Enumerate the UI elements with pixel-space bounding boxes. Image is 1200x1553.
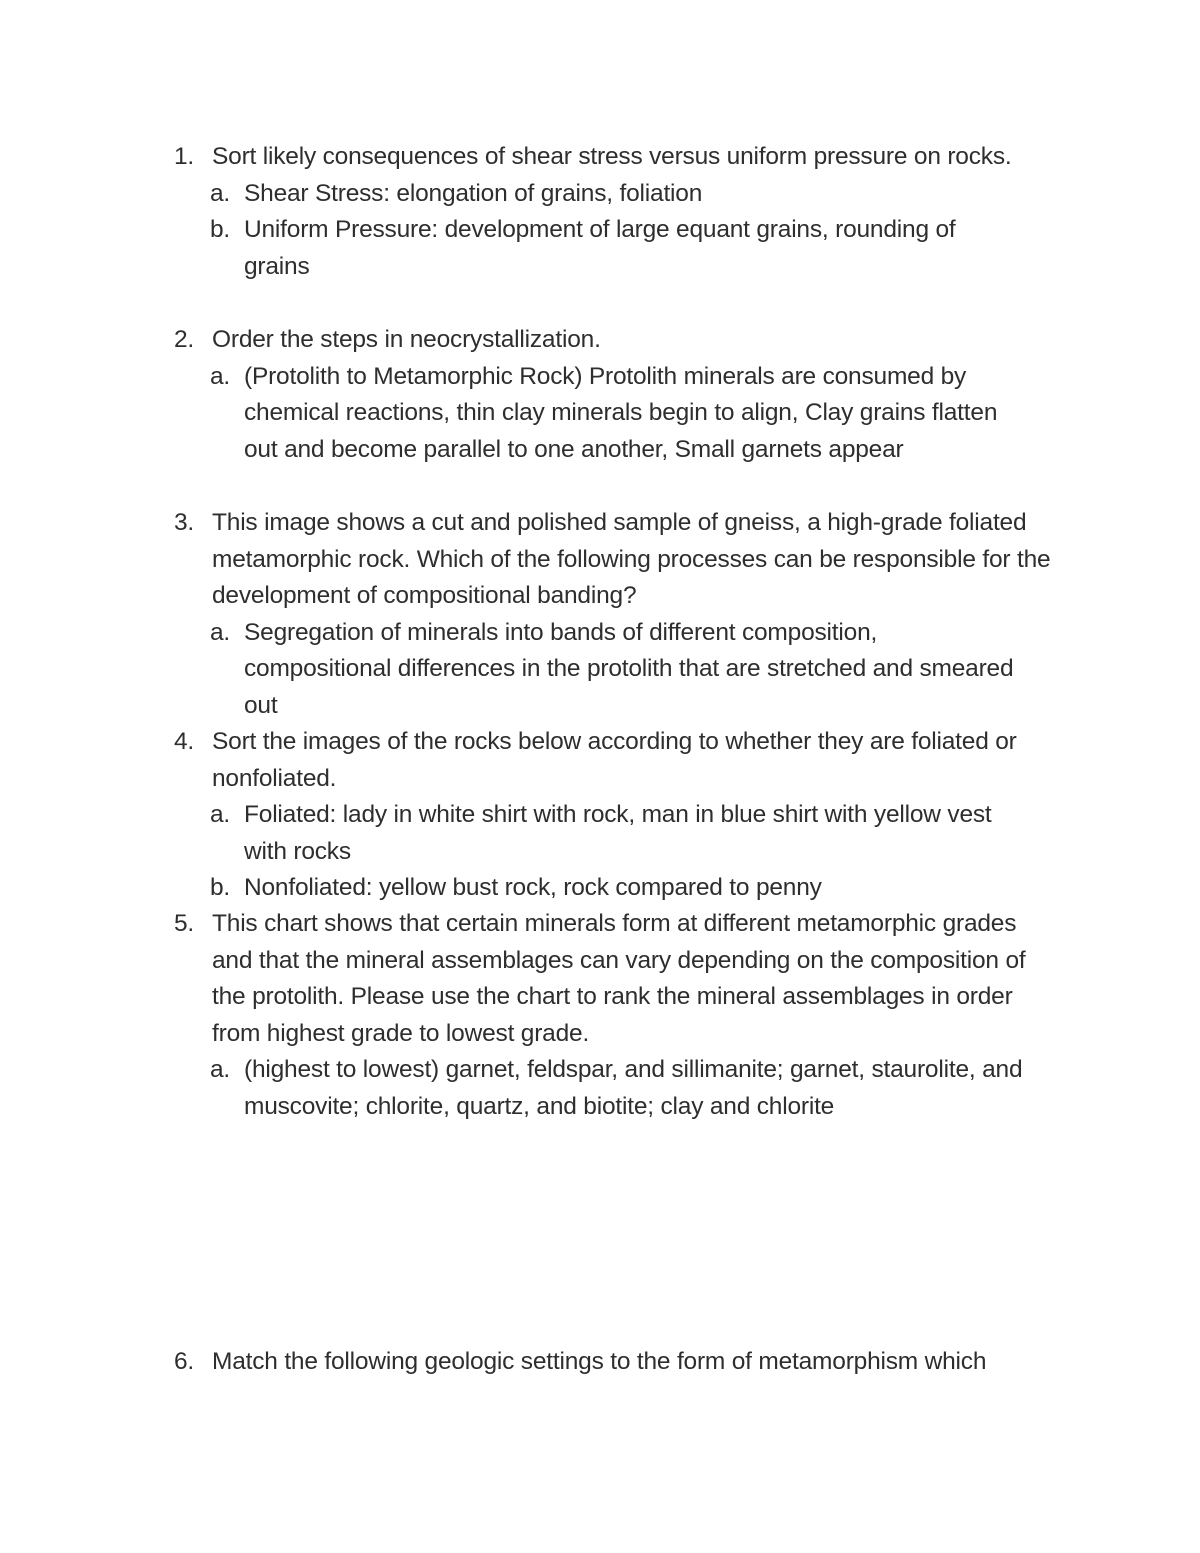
question-2 bbox=[174, 322, 1074, 468]
question-number: 3. bbox=[174, 509, 195, 536]
answer-letter: b. bbox=[210, 216, 231, 244]
question-1 bbox=[174, 139, 1074, 285]
answer-text: Foliated: lady in white shirt with rock, man in blue shirt with yellow vest with rocks bbox=[244, 801, 992, 865]
answer-text: (highest to lowest) garnet, feldspar, and sillimanite; garnet, staurolite, and muscovite; chlorite, quartz, and biotite; clay and chlorite bbox=[244, 1056, 1023, 1120]
question-number: 5. bbox=[174, 910, 195, 937]
question-5 bbox=[174, 906, 1074, 1126]
answer-item bbox=[210, 176, 1024, 213]
answer-text: Nonfoliated: yellow bust rock, rock compared to penny bbox=[244, 874, 822, 902]
answer-item bbox=[210, 1052, 1024, 1125]
answer-item bbox=[210, 797, 1024, 870]
answer-letter: a. bbox=[210, 1056, 231, 1084]
answer-item bbox=[210, 212, 1024, 285]
answer-letter: a. bbox=[210, 618, 231, 646]
answer-text: (Protolith to Metamorphic Rock) Protolith minerals are consumed by chemical reactions, thin clay minerals begin to align, Clay grains flatten out and become parallel to one another, Small garnets appear bbox=[244, 362, 998, 463]
question-text: This image shows a cut and polished sample of gneiss, a high-grade foliated metamorphic rock. Which of the following processes can be responsible for the development of compositional banding? bbox=[212, 509, 1051, 610]
answer-letter: a. bbox=[210, 179, 231, 207]
answer-letter: a. bbox=[210, 801, 231, 829]
question-number: 1. bbox=[174, 143, 195, 170]
answer-letter: b. bbox=[210, 874, 231, 902]
question-number: 6. bbox=[174, 1348, 195, 1375]
question-6 bbox=[174, 1344, 1074, 1381]
answer-item bbox=[210, 615, 1024, 725]
answer-text: Uniform Pressure: development of large equant grains, rounding of grains bbox=[244, 216, 956, 280]
answer-letter: a. bbox=[210, 362, 231, 390]
answer-item bbox=[210, 359, 1024, 469]
answer-item bbox=[210, 870, 1024, 907]
answer-text: Shear Stress: elongation of grains, foliation bbox=[244, 179, 703, 207]
question-text: Match the following geologic settings to the form of metamorphism which bbox=[212, 1348, 987, 1375]
question-text: Sort likely consequences of shear stress versus uniform pressure on rocks. bbox=[212, 143, 1012, 170]
question-number: 4. bbox=[174, 728, 195, 755]
question-text: Sort the images of the rocks below according to whether they are foliated or nonfoliated. bbox=[212, 728, 1017, 792]
answer-text: Segregation of minerals into bands of different composition, compositional differences in the protolith that are stretched and smeared out bbox=[244, 618, 1014, 719]
question-3 bbox=[174, 505, 1074, 725]
question-number: 2. bbox=[174, 326, 195, 353]
question-text: Order the steps in neocrystallization. bbox=[212, 326, 601, 353]
question-4 bbox=[174, 724, 1074, 907]
question-text: This chart shows that certain minerals form at different metamorphic grades and that the mineral assemblages can vary depending on the composition of the protolith. Please use the chart to rank the mineral assemblages in order from highest grade to lowest grade. bbox=[212, 910, 1026, 1047]
